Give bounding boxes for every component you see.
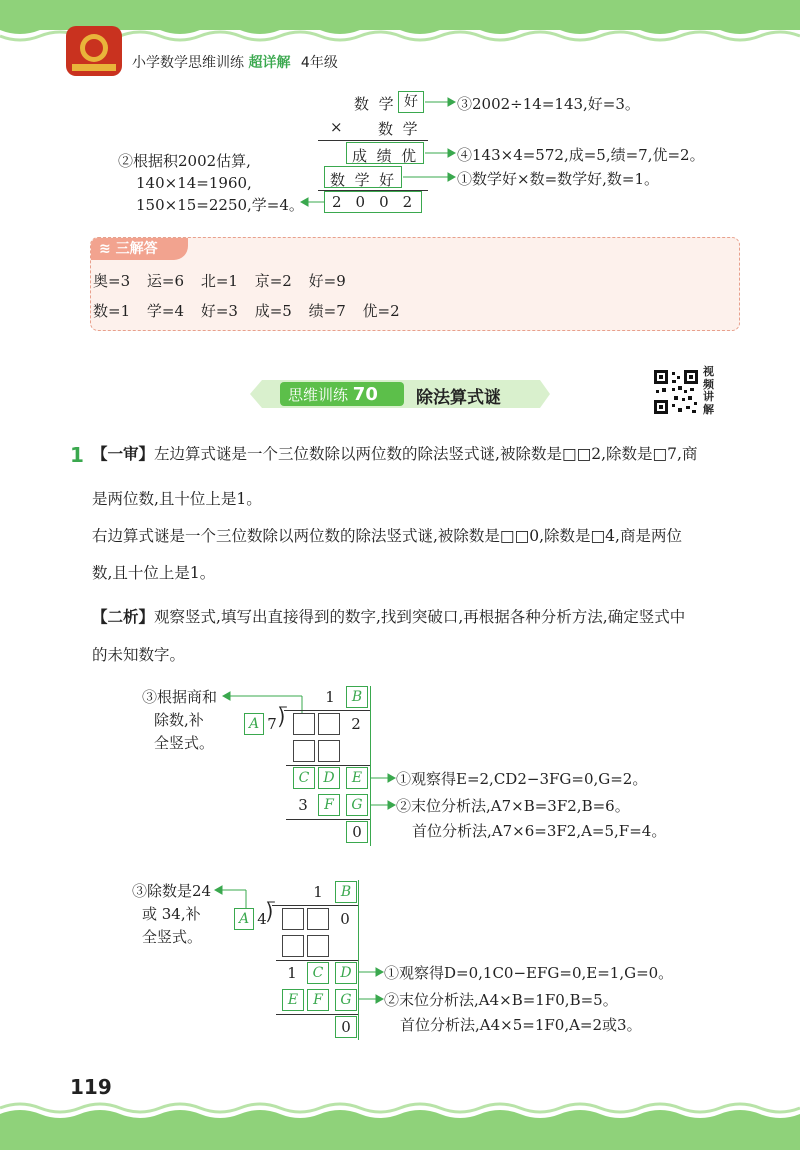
div1-arrows — [368, 768, 398, 818]
step1-text: 左边算式谜是一个三位数除以两位数的除法竖式谜,被除数是□□2,除数是□7,商 — [154, 445, 698, 463]
div1-E: E — [346, 767, 368, 789]
step1-line-3: 右边算式谜是一个三位数除以两位数的除法竖式谜,被除数是□□0,除数是□4,商是两位 — [92, 527, 682, 545]
answer-item: 运=6 — [146, 272, 185, 290]
answer-item: 好=3 — [200, 302, 238, 320]
banner-label — [288, 384, 378, 405]
div1-blank — [293, 740, 315, 762]
qr-code[interactable] — [652, 368, 700, 416]
note-left-line: 140×14=1960, — [136, 174, 252, 192]
mult-digit: 0 — [355, 193, 380, 211]
div2-side-note — [132, 880, 211, 949]
side-note-line: ③除数是24 — [132, 882, 212, 900]
div2-bracket-curve: ⟌ — [266, 902, 275, 927]
div2-line-1 — [276, 960, 358, 961]
div1-note-1: ①观察得E=2,CD2−3FG=0,G=2。 — [396, 770, 648, 788]
mult-arrows — [300, 90, 460, 220]
div2-F: F — [307, 989, 329, 1011]
div2-note-2a: ②末位分析法,A4×B=1F0,B=5。 — [384, 991, 618, 1009]
mult-op: × — [330, 118, 343, 136]
div2-C: C — [307, 962, 329, 984]
div1-note-2a: ②末位分析法,A7×B=3F2,B=6。 — [396, 797, 630, 815]
div1-blank — [318, 713, 340, 735]
div2-blank — [282, 935, 304, 957]
section-number: 70 — [352, 384, 378, 405]
side-note-line: 或 34,补 — [142, 905, 201, 923]
mult-char: 数 — [378, 120, 394, 138]
answer-item: 京=2 — [254, 272, 292, 290]
div2-arrows — [356, 962, 386, 1012]
mult-char: 成 — [352, 147, 368, 165]
answer-item: 奥=3 — [93, 272, 131, 290]
qr-label-char: 视 — [703, 365, 714, 378]
side-note-line: 全竖式。 — [154, 734, 215, 752]
step2-text: 观察竖式,填写出直接得到的数字,找到突破口,再根据各种分析方法,确定竖式中 — [154, 608, 686, 626]
div2-blank — [307, 908, 329, 930]
div1-note-2b: 首位分析法,A7×6=3F2,A=5,F=4。 — [412, 822, 667, 840]
div2-blank — [282, 908, 304, 930]
edition-label: 超详解 — [248, 55, 291, 71]
mult-char: 好 — [379, 171, 395, 189]
step2-line-2: 的未知数字。 — [92, 646, 186, 664]
div1-C: C — [293, 767, 315, 789]
section-banner — [250, 380, 550, 408]
answer-item: 绩=7 — [308, 302, 346, 320]
div2-note-1: ①观察得D=0,1C0−EFG=0,E=1,G=0。 — [384, 964, 674, 982]
answer-item: 优=2 — [362, 302, 400, 320]
mult-char: 数 — [330, 171, 346, 189]
answer-item: 北=1 — [200, 272, 238, 290]
answer-title: 三解答 — [115, 241, 158, 257]
step1-tag: 【一审】 — [92, 445, 155, 463]
qr-label-char: 讲 — [703, 390, 714, 403]
mult-digit: 2 — [402, 193, 427, 211]
step1-line-2: 是两位数,且十位上是1。 — [92, 490, 262, 508]
div2-E: E — [282, 989, 304, 1011]
answer-item: 成=5 — [254, 302, 292, 320]
div1-bracket-curve: ⟌ — [278, 707, 287, 732]
answer-tag — [91, 238, 188, 260]
mult-char: 学 — [402, 120, 418, 138]
div1-G: G — [346, 794, 368, 816]
note-left-line: 150×15=2250,学=4。 — [136, 196, 304, 214]
mult-row1-box: 好 — [398, 91, 424, 113]
div1-D: D — [318, 767, 340, 789]
div2-remainder: 0 — [341, 1018, 351, 1036]
div2-bracket-top — [272, 905, 358, 906]
mult-char: 学 — [354, 171, 370, 189]
answer-item: 好=9 — [308, 272, 346, 290]
mult-char: 学 — [378, 95, 394, 113]
div1-blank — [318, 740, 340, 762]
wave-icon: ≋ — [99, 241, 111, 257]
div2-quotient-1: 1 — [313, 883, 323, 901]
div2-divisor-4: 4 — [257, 910, 267, 928]
header-title — [132, 52, 338, 72]
div1-green-column — [370, 686, 371, 846]
side-note-line: ③根据商和 — [142, 688, 218, 706]
div2-green-column — [358, 880, 359, 1040]
div2-divisor-A: A — [234, 908, 254, 930]
page-number: 119 — [70, 1075, 112, 1099]
div1-dividend-2: 2 — [351, 715, 361, 733]
answer-row-1 — [93, 270, 346, 291]
div1-divisor-A: A — [244, 713, 264, 735]
mult-char: 数 — [354, 95, 370, 113]
div1-F: F — [318, 794, 340, 816]
div1-side-note — [142, 686, 217, 755]
book-title: 小学数学思维训练 — [132, 55, 244, 71]
div1-bracket-top — [284, 710, 370, 711]
div2-line-2 — [276, 1014, 358, 1015]
step1-line-1 — [92, 443, 762, 465]
answer-box — [90, 237, 740, 331]
div2-note-2b: 首位分析法,A4×5=1F0,A=2或3。 — [400, 1016, 642, 1034]
mult-digit: 2 — [332, 193, 356, 211]
bottom-wave-band — [0, 1100, 800, 1150]
note-3: ③2002÷14=143,好=3。 — [457, 95, 640, 113]
div2-blank — [307, 935, 329, 957]
header-logo — [66, 26, 122, 76]
div2-D: D — [335, 962, 357, 984]
side-note-line: 除数,补 — [154, 711, 204, 729]
mult-char: 绩 — [376, 147, 392, 165]
grade-label: 4年级 — [300, 55, 338, 71]
answer-item: 学=4 — [146, 302, 185, 320]
div1-remainder: 0 — [352, 823, 362, 841]
step2-tag: 【二析】 — [92, 608, 155, 626]
note-1: ①数学好×数=数学好,数=1。 — [457, 170, 660, 188]
answer-item: 数=1 — [93, 302, 131, 320]
div2-1: 1 — [287, 964, 297, 982]
div1-line-2 — [286, 819, 370, 820]
div2-G: G — [335, 989, 357, 1011]
div1-divisor-7: 7 — [267, 715, 277, 733]
section-title: 除法算式谜 — [416, 388, 501, 408]
div2-dividend-0: 0 — [340, 910, 350, 928]
qr-label-char: 频 — [703, 377, 714, 391]
note-left — [118, 150, 304, 216]
mult-char: 优 — [401, 147, 417, 165]
div2-quotient-B: B — [335, 881, 357, 903]
note-left-line: ②根据积2002估算, — [118, 152, 251, 170]
mult-digit: 0 — [379, 193, 403, 211]
note-4: ④143×4=572,成=5,绩=7,优=2。 — [457, 146, 705, 164]
div1-3: 3 — [298, 796, 308, 814]
qr-label-char: 解 — [703, 402, 714, 416]
section-label: 思维训练 — [288, 386, 349, 404]
step1-line-4: 数,且十位上是1。 — [92, 564, 216, 582]
problem-number: 1 — [70, 443, 84, 467]
div1-quotient-1: 1 — [325, 688, 335, 706]
side-note-line: 全竖式。 — [142, 928, 203, 946]
step2-line-1 — [92, 606, 762, 628]
qr-label — [703, 366, 715, 416]
answer-row-2 — [93, 300, 400, 321]
div1-quotient-B: B — [346, 686, 368, 708]
div1-blank — [293, 713, 315, 735]
div1-line-1 — [286, 765, 370, 766]
